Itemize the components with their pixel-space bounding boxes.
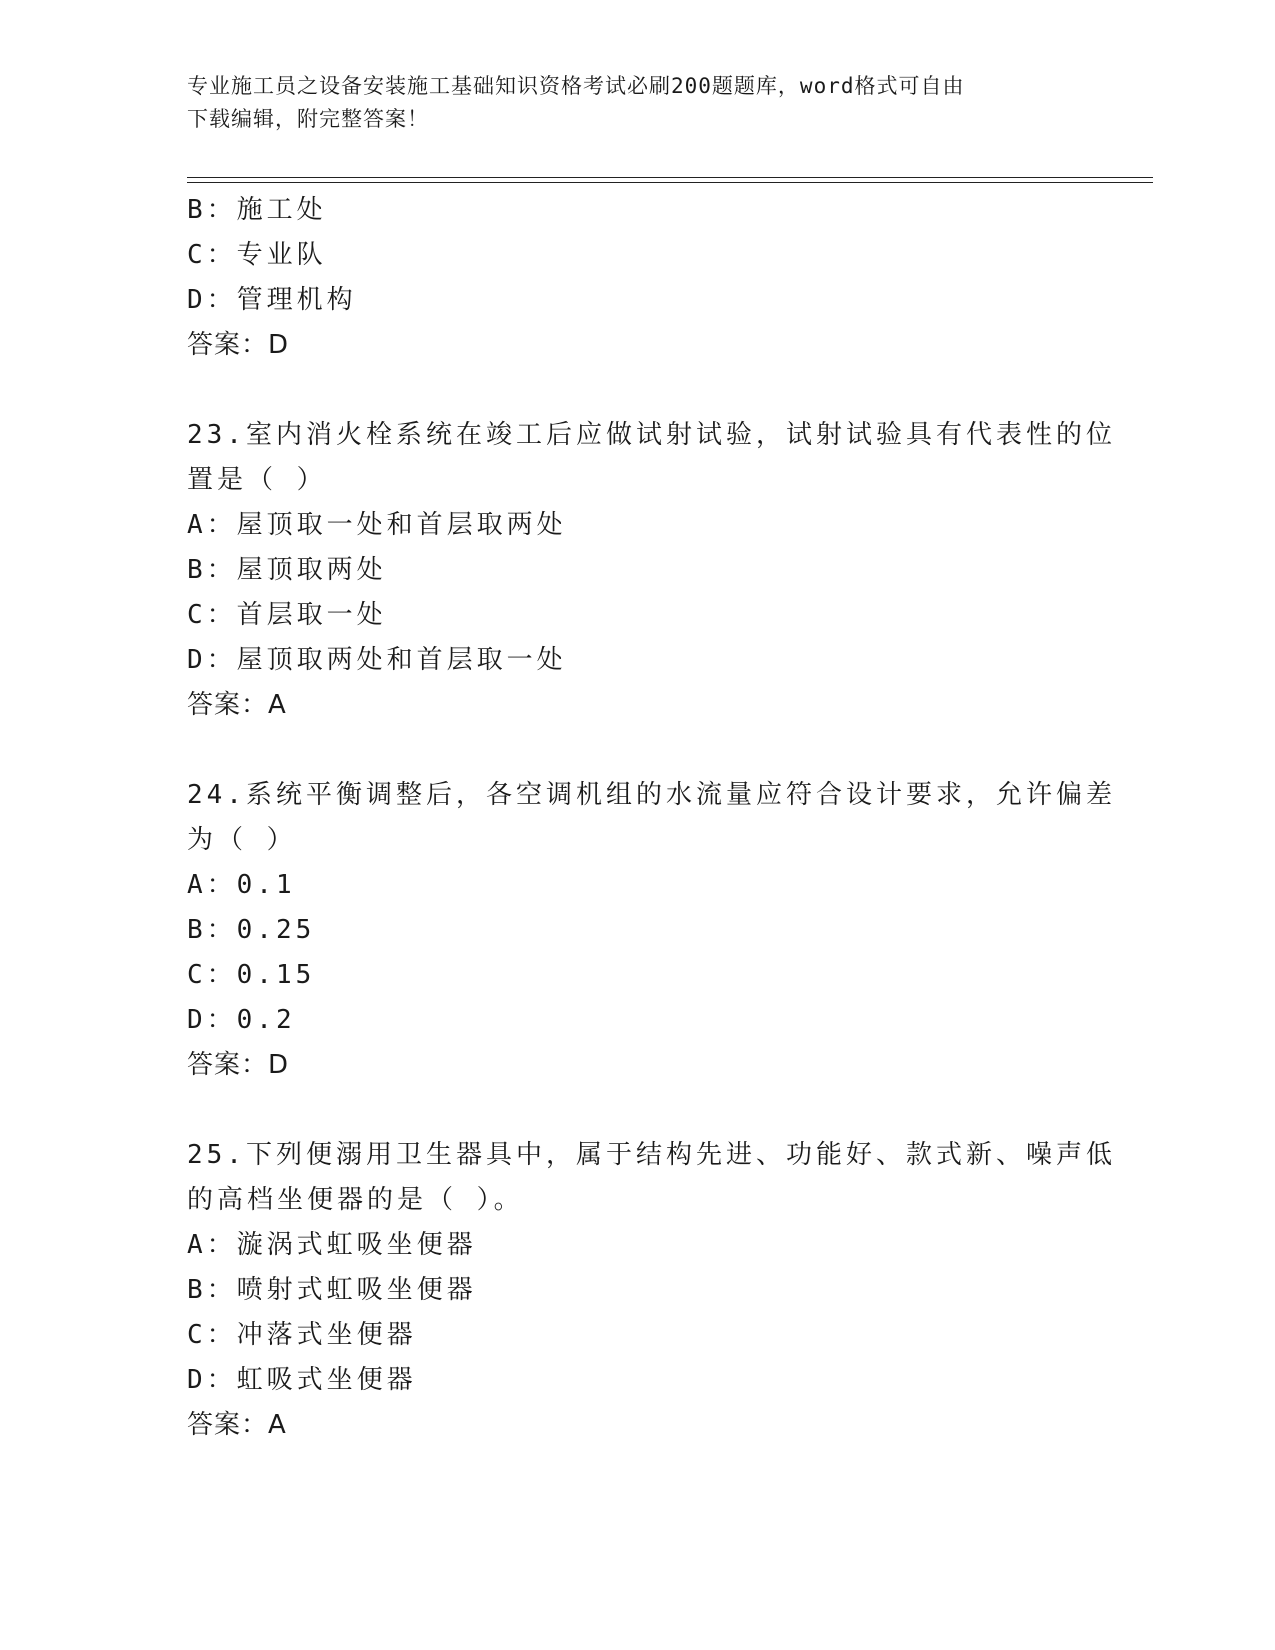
option-b: B：0.25 xyxy=(187,915,316,945)
question-24 xyxy=(187,773,1116,1088)
option-a: A：漩涡式虹吸坐便器 xyxy=(187,1230,477,1260)
option-c: C：专业队 xyxy=(187,240,327,270)
answer: 答案：D xyxy=(187,1050,290,1080)
previous-question-tail xyxy=(187,188,1087,368)
option-d: D：屋顶取两处和首层取一处 xyxy=(187,645,567,675)
question-stem-line-1: 24.系统平衡调整后，各空调机组的水流量应符合设计要求，允许偏差 xyxy=(187,780,1116,810)
option-d: D：虹吸式坐便器 xyxy=(187,1365,417,1395)
option-c: C：首层取一处 xyxy=(187,600,387,630)
option-b: B：屋顶取两处 xyxy=(187,555,387,585)
header-divider-top xyxy=(187,177,1153,178)
option-a: A：屋顶取一处和首层取两处 xyxy=(187,510,567,540)
question-stem-line-2: 置是（ ） xyxy=(187,465,327,495)
header-title-line-1: 专业施工员之设备安装施工基础知识资格考试必刷200题题库，word格式可自由 xyxy=(187,74,965,98)
option-c: C：0.15 xyxy=(187,960,316,990)
option-d: D：管理机构 xyxy=(187,285,357,315)
option-d: D：0.2 xyxy=(187,1005,296,1035)
question-stem-line-1: 25.下列便溺用卫生器具中，属于结构先进、功能好、款式新、噪声低 xyxy=(187,1140,1116,1170)
question-stem-line-1: 23.室内消火栓系统在竣工后应做试射试验，试射试验具有代表性的位 xyxy=(187,420,1116,450)
document-header xyxy=(187,70,1077,136)
answer: 答案：D xyxy=(187,330,290,360)
option-b: B：喷射式虹吸坐便器 xyxy=(187,1275,477,1305)
answer: 答案：A xyxy=(187,1410,287,1440)
option-b: B：施工处 xyxy=(187,195,327,225)
answer: 答案：A xyxy=(187,690,287,720)
question-25 xyxy=(187,1133,1116,1448)
header-title-line-2: 下载编辑，附完整答案！ xyxy=(187,107,429,131)
header-divider-bottom xyxy=(187,182,1153,183)
question-stem-line-2: 为（ ） xyxy=(187,825,297,855)
question-23 xyxy=(187,413,1116,728)
question-stem-line-2: 的高档坐便器的是（ ）。 xyxy=(187,1185,524,1215)
question-list xyxy=(187,188,1116,1448)
option-c: C：冲落式坐便器 xyxy=(187,1320,417,1350)
option-a: A：0.1 xyxy=(187,870,296,900)
